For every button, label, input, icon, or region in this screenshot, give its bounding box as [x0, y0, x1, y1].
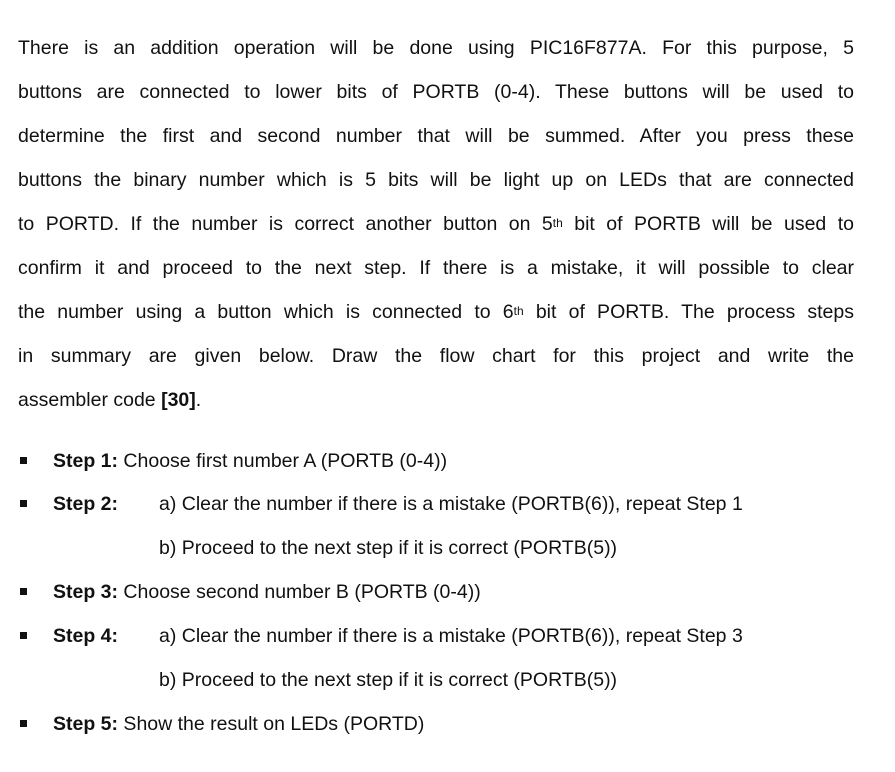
text-run: the number using a button which is connected to 6 — [18, 301, 514, 323]
step-label: Step 3: — [53, 581, 119, 603]
step-option-b: b) Proceed to the next step if it is correct (PORTB(5)) — [159, 537, 618, 559]
superscript: th — [552, 216, 563, 230]
step-option-b: b) Proceed to the next step if it is correct (PORTB(5)) — [159, 669, 618, 691]
list-item — [0, 446, 895, 476]
text-run: assembler code — [18, 389, 162, 411]
step-label: Step 4: — [53, 625, 119, 647]
list-item — [0, 709, 895, 739]
text-run: to PORTD. If the number is correct another button on 5 — [18, 213, 553, 235]
step-text — [53, 709, 424, 739]
step-text — [53, 446, 447, 476]
step-label: Step 1: — [53, 450, 119, 472]
step-description: Choose first number A (PORTB (0-4)) — [118, 450, 448, 472]
list-item — [0, 621, 895, 651]
list-item — [0, 577, 895, 607]
text-run: . — [195, 389, 202, 411]
step-option-a: a) Clear the number if there is a mistake (PORTB(6)), repeat Step 3 — [159, 625, 743, 647]
paragraph-line — [18, 378, 854, 422]
step-description: Choose second number B (PORTB (0-4)) — [118, 581, 481, 603]
text-run: bit of PORTB. The process steps — [523, 301, 854, 323]
paragraph-line: buttons are connected to lower bits of PORTB (0-4). These buttons will be used to — [18, 81, 854, 103]
step-label: Step 5: — [53, 713, 119, 735]
paragraph-line: confirm it and proceed to the next step. If there is a mistake, it will possible to clear — [18, 257, 854, 279]
paragraph-line: There is an addition operation will be done using PIC16F877A. For this purpose, 5 — [18, 37, 854, 59]
list-item-continuation — [0, 533, 895, 563]
paragraph-line: in summary are given below. Draw the flow chart for this project and write the — [18, 345, 854, 367]
list-item — [0, 489, 895, 519]
marks-label: [30] — [161, 389, 196, 411]
step-label: Step 2: — [53, 493, 119, 515]
step-text — [53, 577, 481, 607]
square-bullet-icon — [20, 457, 27, 464]
paragraph-line: determine the first and second number that will be summed. After you press these — [18, 125, 854, 147]
step-option-a: a) Clear the number if there is a mistake (PORTB(6)), repeat Step 1 — [159, 493, 743, 515]
list-item-continuation — [0, 665, 895, 695]
square-bullet-icon — [20, 720, 27, 727]
paragraph-line — [18, 290, 854, 334]
square-bullet-icon — [20, 588, 27, 595]
paragraph-line — [18, 202, 854, 246]
square-bullet-icon — [20, 632, 27, 639]
problem-paragraph — [18, 26, 854, 422]
step-description: Show the result on LEDs (PORTD) — [118, 713, 425, 735]
text-run: bit of PORTB will be used to — [562, 213, 854, 235]
superscript: th — [513, 304, 524, 318]
square-bullet-icon — [20, 500, 27, 507]
paragraph-line: buttons the binary number which is 5 bits will be light up on LEDs that are connected — [18, 169, 854, 191]
